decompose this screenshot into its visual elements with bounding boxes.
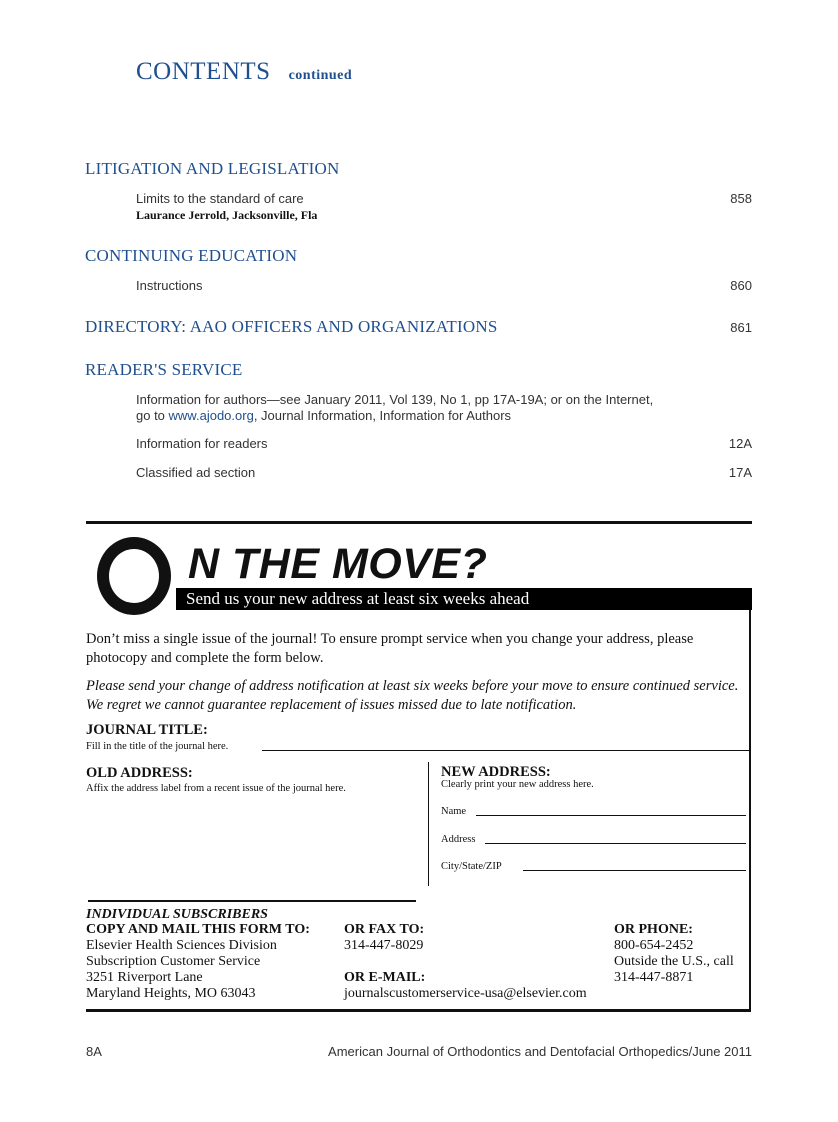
ad-headline: N THE MOVE? <box>188 540 488 588</box>
email-link[interactable]: journalscustomerservice-usa@elsevier.com <box>344 986 587 1001</box>
address-field-label: Address <box>441 834 476 845</box>
authors-info-prefix: go to <box>136 408 169 423</box>
name-field-label: Name <box>441 806 467 817</box>
address-divider <box>428 762 429 886</box>
mail-address-line: Elsevier Health Sciences Division <box>86 938 277 953</box>
authors-info-line2 <box>136 408 511 423</box>
authors-info-suffix: , Journal Information, Information for Authors <box>253 408 512 423</box>
ad-intro-paragraph: Don’t miss a single issue of the journal! To ensure prompt service when you change your address, please photocopy and complete the form below. <box>86 631 694 666</box>
ad-banner <box>176 588 752 610</box>
section-heading-continuing-education: CONTINUING EDUCATION <box>85 246 298 265</box>
phone-outside-label: Outside the U.S., call <box>614 954 734 969</box>
article-page: 17A <box>728 465 752 480</box>
article-page: 860 <box>730 278 752 293</box>
journal-title-field[interactable] <box>262 750 750 751</box>
individual-subscribers-label: INDIVIDUAL SUBSCRIBERS <box>86 907 268 922</box>
section-heading-directory[interactable]: DIRECTORY: AAO OFFICERS AND ORGANIZATIONS <box>85 317 498 336</box>
phone-label: OR PHONE: <box>614 922 693 937</box>
article-page: 12A <box>728 436 752 451</box>
article-title[interactable]: Instructions <box>136 278 203 293</box>
page-number: 8A <box>86 1044 102 1059</box>
ad-notice-paragraph: Please send your change of address notification at least six weeks before your move to ensure continued service. We regret we cannot guarantee replacement of issues missed due to late notification. <box>86 678 739 713</box>
ad-banner-text: Send us your new address at least six weeks ahead <box>186 589 530 608</box>
journal-title-hint: Fill in the title of the journal here. <box>86 741 229 752</box>
authors-info-line1: Information for authors—see January 2011, Vol 139, No 1, pp 17A-19A; or on the Internet, <box>136 392 654 407</box>
new-address-hint: Clearly print your new address here. <box>441 779 594 790</box>
article-title[interactable]: Information for readers <box>136 436 268 451</box>
page-title <box>136 58 352 86</box>
journal-title-label: JOURNAL TITLE: <box>86 722 208 738</box>
big-o-logo <box>97 537 171 615</box>
ad-top-rule <box>86 521 752 524</box>
section-heading-readers-service: READER'S SERVICE <box>85 360 243 379</box>
mail-address-line: Maryland Heights, MO 63043 <box>86 986 256 1001</box>
journal-website-link[interactable]: www.ajodo.org <box>168 408 254 423</box>
contents-heading: CONTENTS <box>136 58 271 85</box>
fax-number: 314-447-8029 <box>344 938 424 953</box>
article-author: Laurance Jerrold, Jacksonville, Fla <box>136 208 318 222</box>
contents-continued: continued <box>288 68 353 83</box>
section-heading-litigation: LITIGATION AND LEGISLATION <box>85 159 340 178</box>
name-field[interactable] <box>476 815 746 816</box>
journal-running-footer: American Journal of Orthodontics and Dentofacial Orthopedics/June 2011 <box>328 1044 752 1059</box>
phone-number: 800-654-2452 <box>614 938 694 953</box>
email-label: OR E-MAIL: <box>344 970 426 985</box>
old-address-label-area-rule <box>88 900 416 902</box>
city-state-zip-field[interactable] <box>523 870 746 871</box>
new-address-label: NEW ADDRESS: <box>441 764 551 780</box>
city-field-label: City/State/ZIP <box>441 861 502 872</box>
old-address-hint: Affix the address label from a recent issue of the journal here. <box>86 783 346 794</box>
mail-label: COPY AND MAIL THIS FORM TO: <box>86 922 310 937</box>
mail-address-line: Subscription Customer Service <box>86 954 261 969</box>
old-address-label: OLD ADDRESS: <box>86 765 193 781</box>
article-title[interactable]: Limits to the standard of care <box>136 191 304 206</box>
article-page: 858 <box>730 191 752 206</box>
mail-address-line: 3251 Riverport Lane <box>86 970 203 985</box>
directory-page: 861 <box>730 320 752 335</box>
article-title[interactable]: Classified ad section <box>136 465 256 480</box>
fax-label: OR FAX TO: <box>344 922 425 937</box>
address-field[interactable] <box>485 843 746 844</box>
phone-outside-number: 314-447-8871 <box>614 970 694 985</box>
